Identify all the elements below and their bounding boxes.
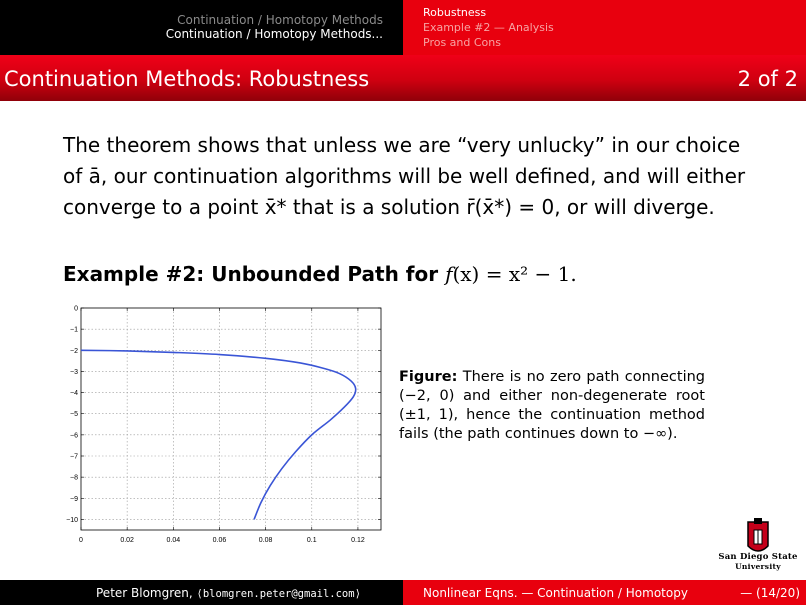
- footer-right-panel: [403, 580, 806, 605]
- y-tick-label: −1: [70, 326, 78, 334]
- figure-caption: [399, 368, 705, 444]
- frame-title-bar: [0, 55, 806, 101]
- nav-subsection-list: [423, 5, 554, 50]
- footer-left-panel: [0, 580, 403, 605]
- nav-section-link[interactable]: Continuation / Homotopy Methods: [177, 13, 383, 27]
- footer-page-number: — (14/20): [740, 586, 800, 600]
- nav-item-example[interactable]: Example #2 — Analysis: [423, 21, 554, 34]
- logo-line2: University: [735, 562, 781, 571]
- nav-subsection-link[interactable]: Continuation / Homotopy Methods...: [165, 27, 383, 41]
- y-tick-label: −6: [70, 432, 78, 440]
- x-tick-label: 0.12: [351, 537, 365, 544]
- sdsu-logo: [718, 516, 798, 580]
- y-tick-label: −5: [70, 411, 78, 419]
- footer-author-name: Peter Blomgren,: [96, 586, 197, 600]
- example-math-rest: (x) = x² − 1.: [452, 262, 577, 286]
- x-tick-label: 0.06: [212, 537, 227, 544]
- nav-item-pros-cons[interactable]: Pros and Cons: [423, 36, 501, 49]
- x-tick-label: 0.02: [120, 537, 134, 544]
- footer-talk-title: Nonlinear Eqns. — Continuation / Homotopy: [423, 586, 688, 600]
- figure-caption-text: There is no zero path connecting (−2, 0) and either non-degenerate root (±1, 1), hence the continuation method fails (the path continues down to −∞).: [399, 369, 705, 442]
- example-heading: [63, 262, 577, 286]
- frame-title: Continuation Methods: Robustness: [4, 67, 370, 91]
- figure-caption-label: Figure:: [399, 369, 458, 385]
- x-tick-label: 0.08: [258, 537, 273, 544]
- x-tick-label: 0: [79, 537, 83, 544]
- y-tick-label: −7: [70, 453, 78, 461]
- axes-box: [81, 308, 381, 530]
- y-tick-label: 0: [74, 305, 78, 313]
- y-tick-label: −8: [70, 474, 78, 482]
- path-plot-svg: [58, 302, 388, 552]
- y-tick-label: −4: [70, 390, 78, 398]
- body-paragraph: The theorem shows that unless we are “very unlucky” in our choice of ā, our continuation algorithms will be well defined, and will either converge to a point x̄* that is a solution r̄(x̄*) = 0, or will diverge.: [63, 133, 746, 219]
- example-heading-text: Example #2: Unbounded Path for: [63, 262, 446, 286]
- example-math-f: f: [445, 262, 453, 286]
- path-plot: [58, 302, 388, 552]
- logo-line1: San Diego State: [718, 552, 798, 562]
- nav-left-panel: [0, 0, 403, 55]
- frame-page-count: 2 of 2: [737, 67, 798, 91]
- nav-item-robustness[interactable]: Robustness: [423, 6, 487, 19]
- y-tick-label: −10: [66, 516, 78, 524]
- y-tick-label: −3: [70, 368, 78, 376]
- nav-right-panel: [403, 0, 806, 55]
- y-tick-label: −9: [70, 495, 78, 503]
- footer-email[interactable]: ⟨blomgren.peter@gmail.com⟩: [196, 588, 361, 600]
- x-tick-label: 0.04: [166, 537, 181, 544]
- y-tick-label: −2: [70, 347, 78, 355]
- x-tick-label: 0.1: [306, 537, 317, 544]
- footer-author: [96, 586, 361, 600]
